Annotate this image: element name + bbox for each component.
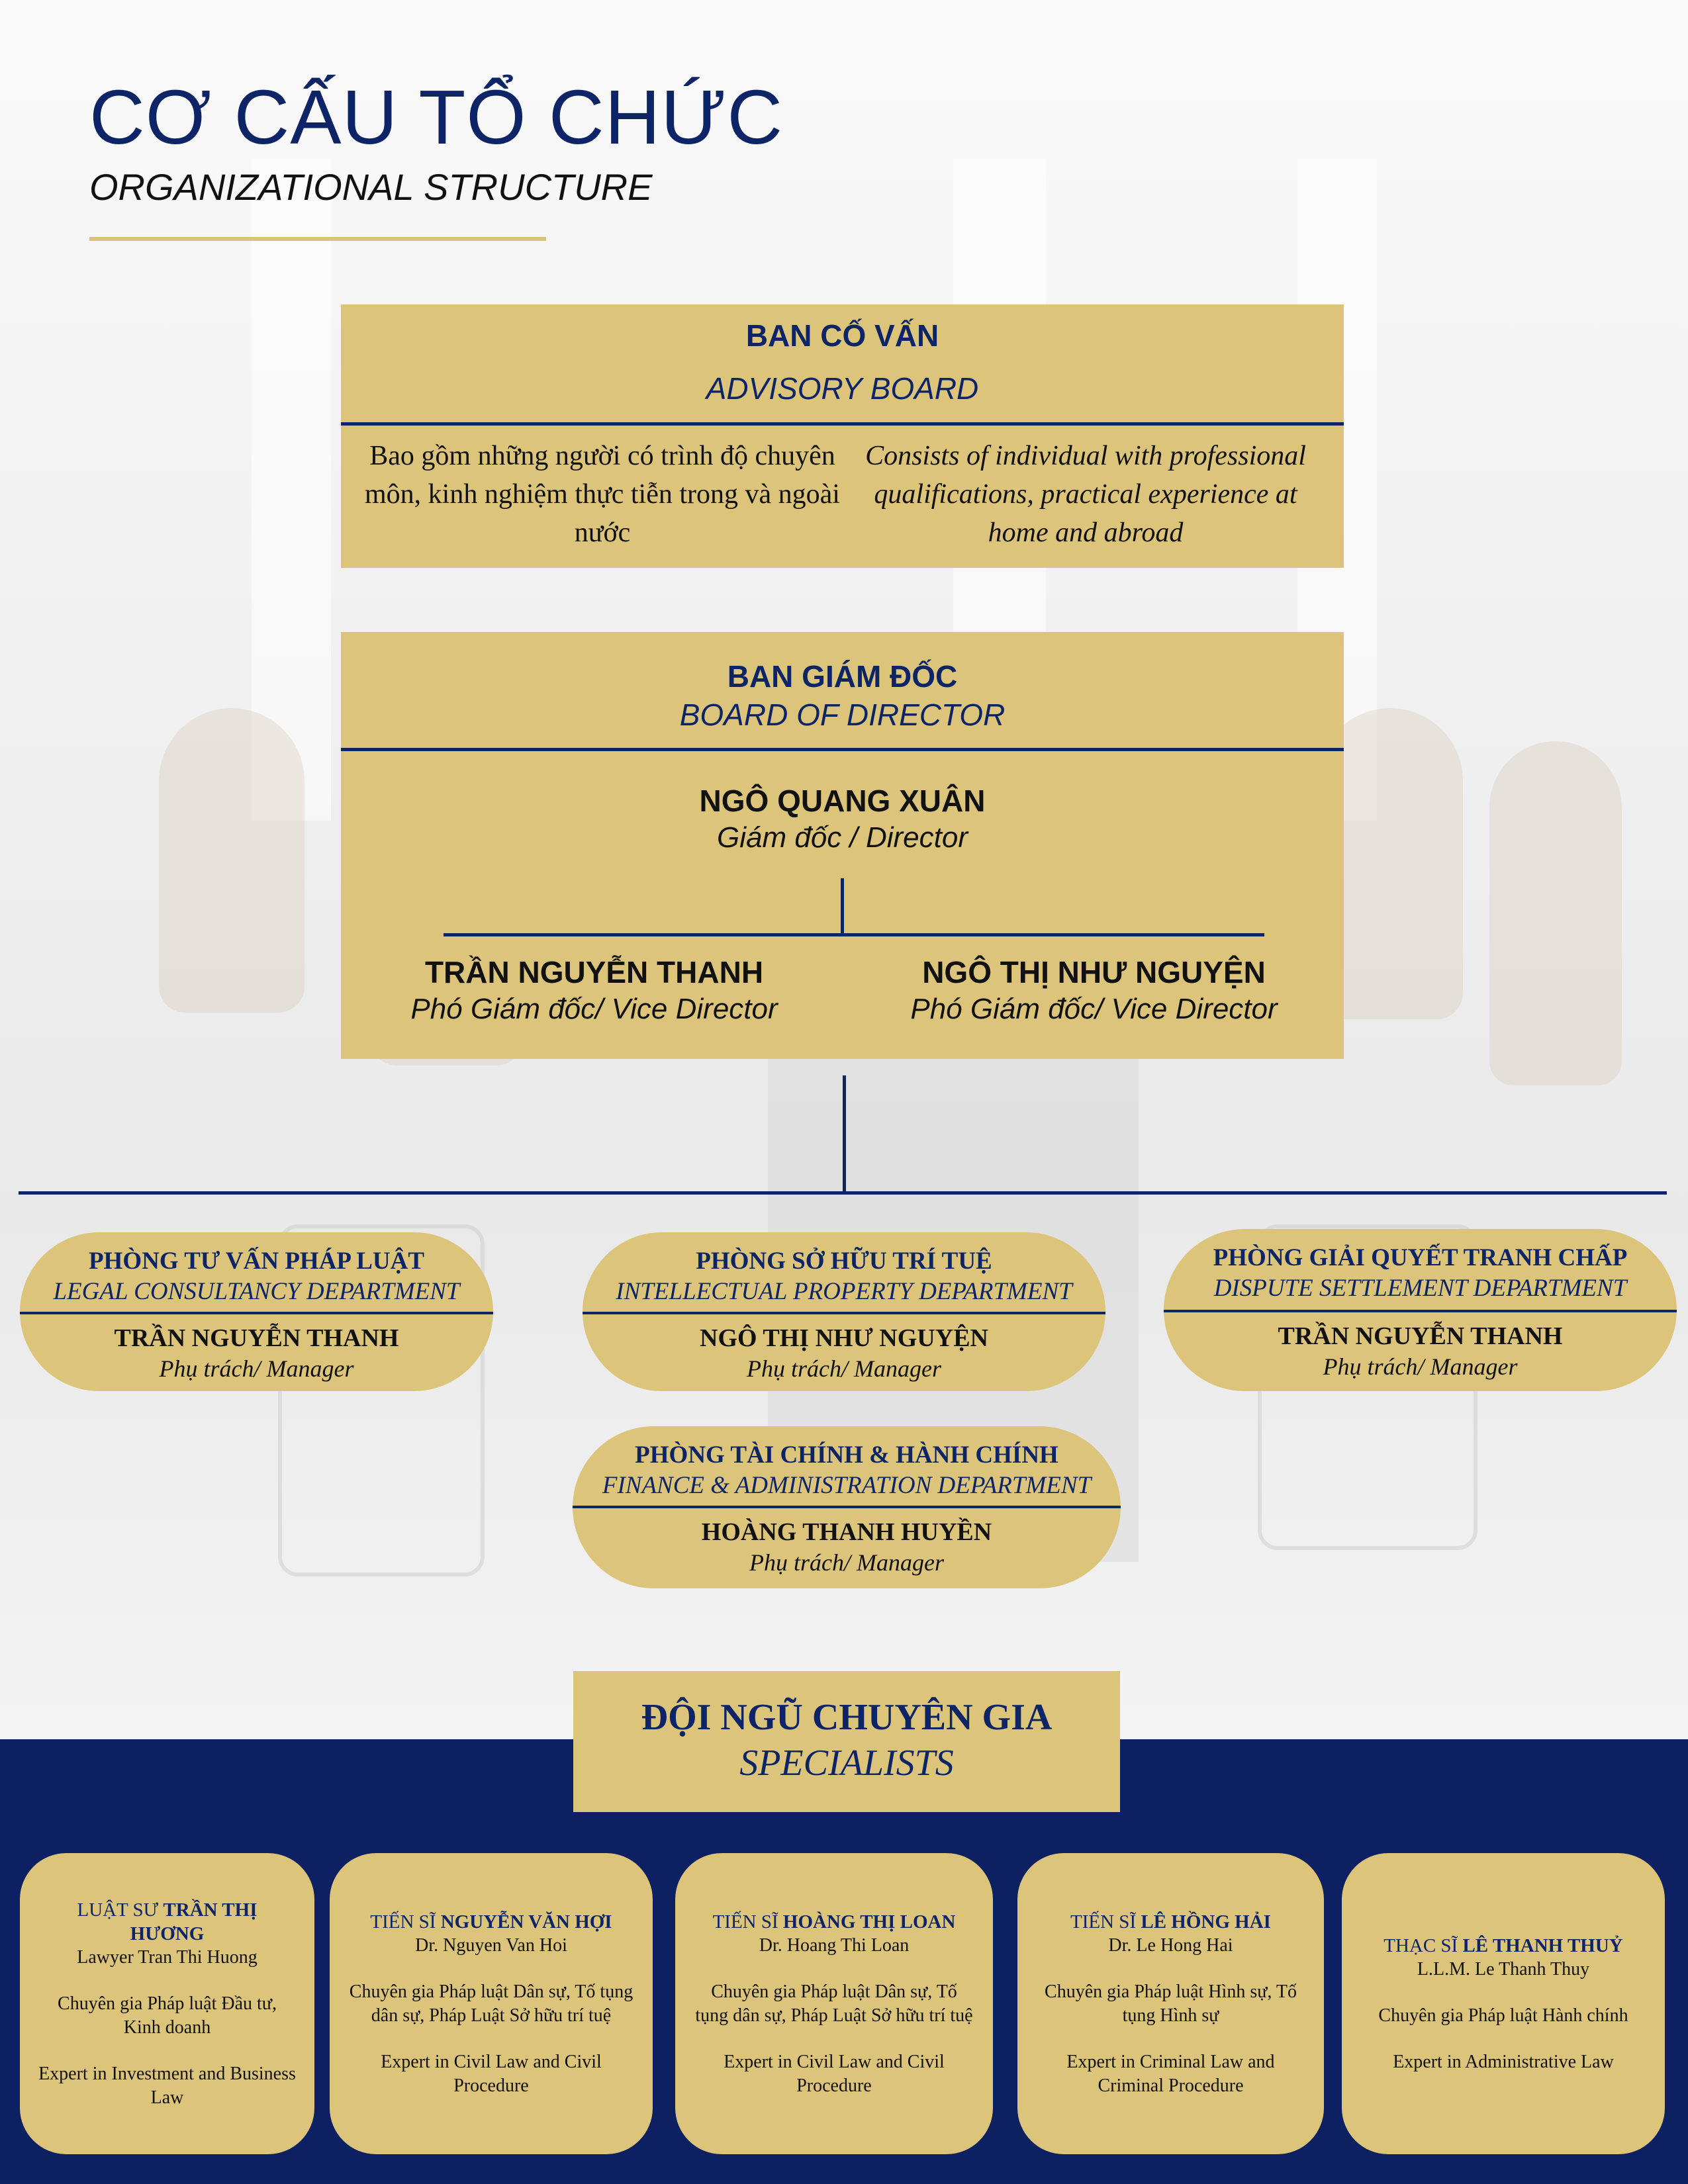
departments-bus-line (19, 1191, 1667, 1195)
specialist-card (20, 1853, 314, 2154)
title-divider (89, 237, 546, 241)
specialist-name-en: Dr. Nguyen Van Hoi (415, 1934, 567, 1956)
specialist-prefix: TIẾN SĨ (1070, 1911, 1137, 1933)
department-manager: NGÔ THỊ NHƯ NGUYỆN (700, 1324, 988, 1352)
department-dispute-settlement (1164, 1229, 1677, 1391)
vice-director-2-title: Phó Giám đốc/ Vice Director (910, 993, 1278, 1025)
department-intellectual-property (583, 1232, 1105, 1391)
vice-director-1-title: Phó Giám đốc/ Vice Director (410, 993, 778, 1025)
department-manager: TRẦN NGUYỄN THANH (1278, 1322, 1563, 1350)
advisory-board-divider (341, 422, 1344, 426)
director-title: Giám đốc / Director (717, 821, 968, 854)
specialist-heading (694, 1910, 974, 1934)
director-connector (841, 878, 844, 936)
advisory-board-box (341, 304, 1344, 568)
board-title: BAN GIÁM ĐỐC (727, 659, 958, 694)
vice-director-2-name: NGÔ THỊ NHƯ NGUYỆN (922, 955, 1266, 989)
department-role: Phụ trách/ Manager (159, 1355, 354, 1382)
department-name-en: FINANCE & ADMINISTRATION DEPARTMENT (602, 1472, 1092, 1499)
specialist-heading (38, 1898, 296, 1946)
specialist-card (330, 1853, 653, 2154)
department-divider (20, 1312, 493, 1314)
specialists-header-box (573, 1671, 1120, 1812)
department-divider (583, 1312, 1105, 1314)
specialist-field-en: Expert in Investment and Business Law (38, 2063, 296, 2108)
specialist-heading (348, 1910, 634, 1934)
department-divider (1164, 1310, 1677, 1312)
board-subtitle: BOARD OF DIRECTOR (679, 698, 1006, 732)
specialists-title: ĐỘI NGŨ CHUYÊN GIA (641, 1697, 1053, 1738)
specialist-prefix: LUẬT SƯ (77, 1899, 159, 1921)
specialist-field-vi: Chuyên gia Pháp luật Hình sự, Tố tụng Hình sự (1045, 1981, 1297, 2026)
department-role: Phụ trách/ Manager (749, 1549, 944, 1576)
department-name-en: DISPUTE SETTLEMENT DEPARTMENT (1213, 1275, 1627, 1302)
specialist-name-en: L.L.M. Le Thanh Thuy (1417, 1958, 1590, 1979)
department-role: Phụ trách/ Manager (747, 1355, 941, 1382)
vice-director-connector (444, 933, 1264, 936)
specialist-prefix: THẠC SĨ (1383, 1934, 1458, 1956)
department-name-vi: PHÒNG GIẢI QUYẾT TRANH CHẤP (1213, 1244, 1628, 1271)
advisory-board-desc-vi: Bao gồm những người có trình độ chuyên môn, kinh nghiệm thực tiễn trong và ngoài nước (365, 441, 840, 548)
board-to-departments-connector (843, 1075, 846, 1195)
page-subtitle: ORGANIZATIONAL STRUCTURE (89, 166, 653, 208)
advisory-board-subtitle: ADVISORY BOARD (706, 371, 979, 406)
department-finance-administration (573, 1426, 1121, 1588)
specialist-name: TRẦN THỊ HƯƠNG (130, 1899, 258, 1944)
specialist-name: NGUYỄN VĂN HỢI (440, 1911, 612, 1933)
specialist-field-en: Expert in Civil Law and Civil Procedure (381, 2051, 602, 2096)
department-name-en: INTELLECTUAL PROPERTY DEPARTMENT (616, 1278, 1072, 1305)
specialist-name: HOÀNG THỊ LOAN (782, 1911, 956, 1933)
department-legal-consultancy (20, 1232, 493, 1391)
board-of-director-box (341, 632, 1344, 1059)
specialist-field-vi: Chuyên gia Pháp luật Dân sự, Tố tụng dân sự, Pháp Luật Sở hữu trí tuệ (695, 1981, 973, 2026)
specialist-name: LÊ HỒNG HẢI (1141, 1911, 1271, 1933)
department-name-vi: PHÒNG TƯ VẤN PHÁP LUẬT (88, 1248, 425, 1275)
specialist-heading (1036, 1910, 1305, 1934)
department-name-vi: PHÒNG TÀI CHÍNH & HÀNH CHÍNH (635, 1441, 1058, 1469)
specialist-prefix: TIẾN SĨ (370, 1911, 436, 1933)
board-divider (341, 748, 1344, 751)
specialist-field-en: Expert in Civil Law and Civil Procedure (724, 2051, 945, 2096)
advisory-board-desc-en: Consists of individual with professional qualifications, practical experience at home and abroad (865, 441, 1306, 548)
department-name-en: LEGAL CONSULTANCY DEPARTMENT (53, 1278, 460, 1305)
department-manager: HOÀNG THANH HUYỀN (701, 1518, 992, 1546)
specialist-heading (1360, 1934, 1646, 1958)
specialist-field-vi: Chuyên gia Pháp luật Dân sự, Tố tụng dân sự, Pháp Luật Sở hữu trí tuệ (349, 1981, 633, 2026)
department-divider (573, 1506, 1121, 1508)
specialist-name: LÊ THANH THUỶ (1462, 1934, 1623, 1956)
specialists-subtitle: SPECIALISTS (739, 1743, 954, 1784)
specialist-prefix: TIẾN SĨ (712, 1911, 778, 1933)
vice-director-1-name: TRẦN NGUYỄN THANH (424, 955, 764, 989)
specialist-field-en: Expert in Administrative Law (1393, 2051, 1614, 2072)
department-manager: TRẦN NGUYỄN THANH (114, 1324, 399, 1352)
director-name: NGÔ QUANG XUÂN (699, 784, 986, 818)
specialist-card (675, 1853, 993, 2154)
department-role: Phụ trách/ Manager (1323, 1353, 1518, 1380)
specialist-card (1017, 1853, 1324, 2154)
specialist-field-en: Expert in Criminal Law and Criminal Procedure (1066, 2051, 1275, 2096)
specialist-name-en: Dr. Le Hong Hai (1108, 1934, 1233, 1956)
specialist-field-vi: Chuyên gia Pháp luật Hành chính (1378, 2005, 1628, 2026)
page-title: CƠ CẤU TỔ CHỨC (89, 74, 784, 160)
specialist-name-en: Lawyer Tran Thi Huong (77, 1946, 258, 1968)
specialist-card (1342, 1853, 1665, 2154)
specialist-name-en: Dr. Hoang Thi Loan (759, 1934, 910, 1956)
department-name-vi: PHÒNG SỞ HỮU TRÍ TUỆ (696, 1248, 992, 1275)
specialist-field-vi: Chuyên gia Pháp luật Đầu tư, Kinh doanh (58, 1993, 277, 2038)
advisory-board-title: BAN CỐ VẤN (745, 318, 939, 353)
